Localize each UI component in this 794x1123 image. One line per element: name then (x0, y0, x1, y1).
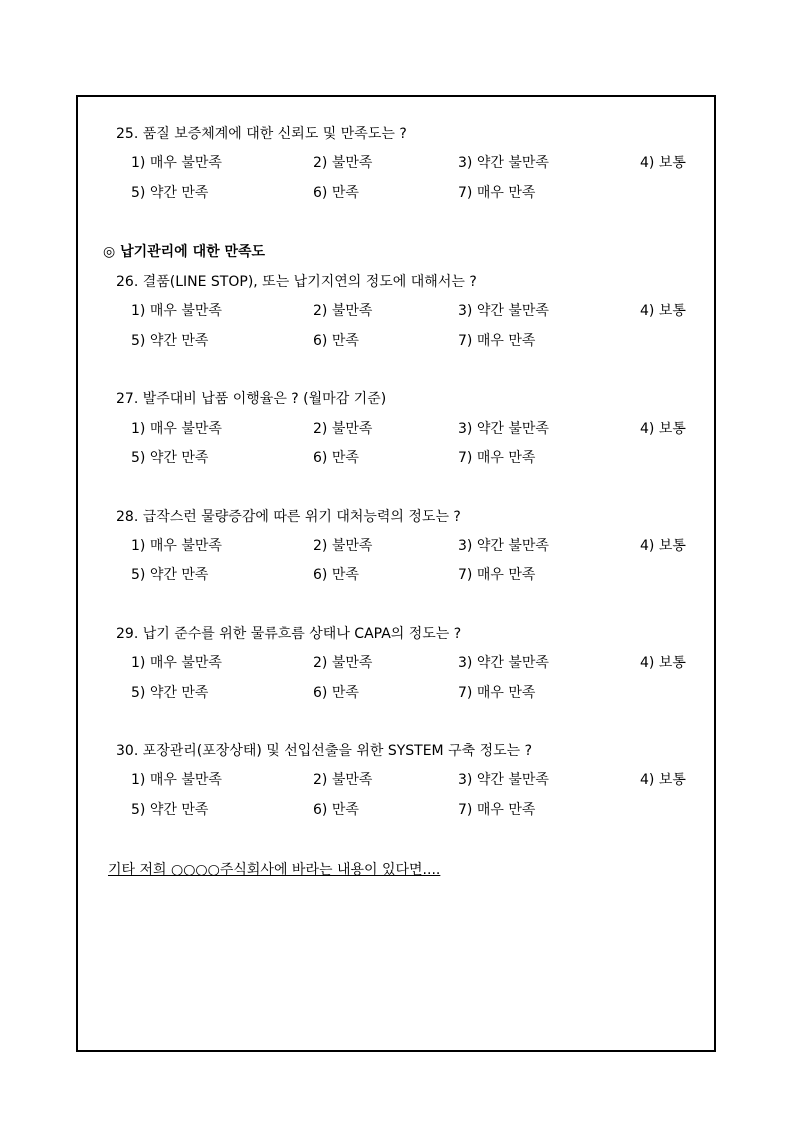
option-neutral[interactable]: 4) 보통 (640, 421, 686, 437)
option-very-satisfied[interactable]: 7) 매우 만족 (458, 567, 536, 583)
option-satisfied[interactable]: 6) 만족 (313, 333, 359, 349)
question-title: 30. 포장관리(포장상태) 및 선입선출을 위한 SYSTEM 구축 정도는 ? (116, 743, 533, 759)
option-neutral[interactable]: 4) 보통 (640, 772, 686, 788)
question-title: 25. 품질 보증체계에 대한 신뢰도 및 만족도는 ? (116, 126, 407, 142)
option-neutral[interactable]: 4) 보통 (640, 538, 686, 554)
closing-request-line: 기타 저희 ○○○○주식회사에 바라는 내용이 있다면.... (108, 862, 441, 878)
option-very-unsatisfied[interactable]: 1) 매우 불만족 (131, 155, 222, 171)
option-slightly-satisfied[interactable]: 5) 약간 만족 (131, 333, 209, 349)
option-slightly-unsatisfied[interactable]: 3) 약간 불만족 (458, 655, 549, 671)
question-title: 26. 결품(LINE STOP), 또는 납기지연의 정도에 대해서는 ? (116, 274, 477, 290)
section-heading: ◎ 납기관리에 대한 만족도 (103, 244, 266, 260)
option-very-unsatisfied[interactable]: 1) 매우 불만족 (131, 303, 222, 319)
option-very-satisfied[interactable]: 7) 매우 만족 (458, 685, 536, 701)
option-neutral[interactable]: 4) 보통 (640, 303, 686, 319)
option-neutral[interactable]: 4) 보통 (640, 655, 686, 671)
option-very-unsatisfied[interactable]: 1) 매우 불만족 (131, 421, 222, 437)
option-slightly-unsatisfied[interactable]: 3) 약간 불만족 (458, 772, 549, 788)
option-slightly-satisfied[interactable]: 5) 약간 만족 (131, 685, 209, 701)
option-satisfied[interactable]: 6) 만족 (313, 185, 359, 201)
option-satisfied[interactable]: 6) 만족 (313, 685, 359, 701)
question-title: 28. 급작스런 물량증감에 따른 위기 대처능력의 정도는 ? (116, 509, 461, 525)
option-slightly-satisfied[interactable]: 5) 약간 만족 (131, 567, 209, 583)
option-unsatisfied[interactable]: 2) 불만족 (313, 538, 373, 554)
option-very-satisfied[interactable]: 7) 매우 만족 (458, 185, 536, 201)
option-very-satisfied[interactable]: 7) 매우 만족 (458, 450, 536, 466)
option-slightly-satisfied[interactable]: 5) 약간 만족 (131, 802, 209, 818)
option-unsatisfied[interactable]: 2) 불만족 (313, 655, 373, 671)
option-slightly-unsatisfied[interactable]: 3) 약간 불만족 (458, 538, 549, 554)
option-neutral[interactable]: 4) 보통 (640, 155, 686, 171)
option-satisfied[interactable]: 6) 만족 (313, 567, 359, 583)
option-slightly-satisfied[interactable]: 5) 약간 만족 (131, 185, 209, 201)
option-unsatisfied[interactable]: 2) 불만족 (313, 421, 373, 437)
option-very-satisfied[interactable]: 7) 매우 만족 (458, 333, 536, 349)
option-very-unsatisfied[interactable]: 1) 매우 불만족 (131, 772, 222, 788)
option-satisfied[interactable]: 6) 만족 (313, 450, 359, 466)
option-unsatisfied[interactable]: 2) 불만족 (313, 303, 373, 319)
question-title: 27. 발주대비 납품 이행율은 ? (월마감 기준) (116, 391, 387, 407)
option-slightly-unsatisfied[interactable]: 3) 약간 불만족 (458, 155, 549, 171)
question-title: 29. 납기 준수를 위한 물류흐름 상태나 CAPA의 정도는 ? (116, 626, 462, 642)
option-slightly-unsatisfied[interactable]: 3) 약간 불만족 (458, 303, 549, 319)
option-unsatisfied[interactable]: 2) 불만족 (313, 772, 373, 788)
option-very-satisfied[interactable]: 7) 매우 만족 (458, 802, 536, 818)
option-slightly-satisfied[interactable]: 5) 약간 만족 (131, 450, 209, 466)
option-slightly-unsatisfied[interactable]: 3) 약간 불만족 (458, 421, 549, 437)
option-very-unsatisfied[interactable]: 1) 매우 불만족 (131, 538, 222, 554)
option-satisfied[interactable]: 6) 만족 (313, 802, 359, 818)
option-unsatisfied[interactable]: 2) 불만족 (313, 155, 373, 171)
option-very-unsatisfied[interactable]: 1) 매우 불만족 (131, 655, 222, 671)
